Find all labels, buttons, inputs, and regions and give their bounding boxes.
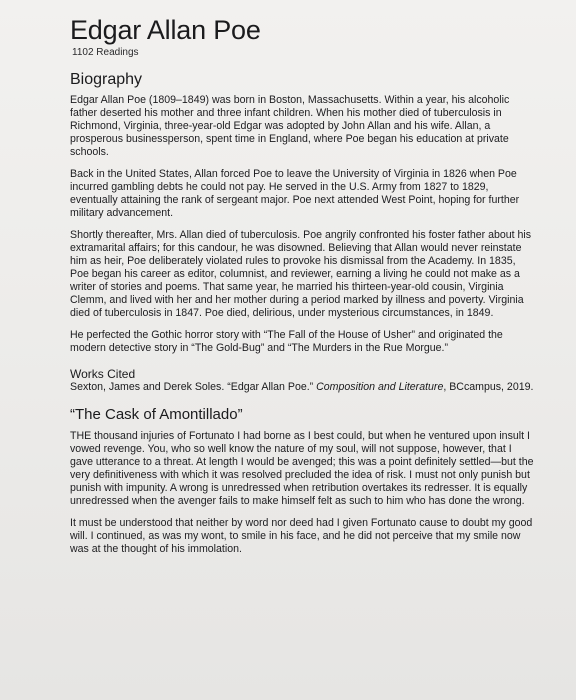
biography-paragraph-1: Edgar Allan Poe (1809–1849) was born in Boston, Massachusetts. Within a year, his alcoholic father deserted his mother and three infant children. When his mother died of tuberculosis in Richmond, Virginia, three-year-old Edgar was adopted by John Allan and his wife. Allan, a prosperous businessperson, spent time in England, where Poe began his education at private schools. <box>70 94 510 158</box>
works-cited-label: Works Cited <box>70 367 136 381</box>
biography-heading: Biography <box>70 71 143 88</box>
biography-paragraph-4: He perfected the Gothic horror story with “The Fall of the House of Usher” and originated the modern detective story in “The Gold-Bug” and “The Murders in the Rue Morgue.” <box>70 329 503 354</box>
story-paragraph-2: It must be understood that neither by word nor deed had I given Fortunato cause to doubt my good will. I continued, as was my wont, to smile in his face, and he did not perceive that my smile now was at the thought of his immolation. <box>70 517 533 555</box>
readings-count: 1102 Readings <box>72 47 139 58</box>
citation-publisher: , BCcampus, 2019. <box>443 381 534 393</box>
citation-authors: Sexton, James and Derek Soles. “Edgar Allan Poe.” <box>70 381 317 393</box>
story-paragraph-1: THE thousand injuries of Fortunato I had borne as I best could, but when he ventured upon insult I vowed revenge. You, who so well know the nature of my soul, will not suppose, however, that I gave utterance to a threat. At length I would be avenged; this was a point definitely settled—but the very definitiveness with which it was resolved precluded the idea of risk. I must not only punish but punish with impunity. A wrong is unredressed when retribution overtakes its redresser. It is equally unredressed when the avenger fails to make himself felt as such to him who has done the wrong. <box>70 430 534 507</box>
biography-paragraph-3: Shortly thereafter, Mrs. Allan died of tuberculosis. Poe angrily confronted his foster father about his extramarital affairs; for this candour, he was disowned. Believing that Allan would never reinstate him as heir, Poe deliberately violated rules to provoke his dismissal from the Academy. In 1835, Poe began his career as editor, columnist, and reviewer, earning a living he could not make as a writer of stories and poems. That same year, he married his thirteen-year-old cousin, Virginia Clemm, and lived with her and her mother during a period marked by illness and poverty. Virginia died of tuberculosis in 1847. Poe died, delirious, under mysterious circumstances, in 1849. <box>70 229 532 319</box>
page-title: Edgar Allan Poe <box>70 15 261 45</box>
citation-source: Composition and Literature <box>316 381 444 393</box>
biography-paragraph-2: Back in the United States, Allan forced Poe to leave the University of Virginia in 1826 when Poe incurred gambling debts he could not pay. He served in the U.S. Army from 1827 to 1829, eventually attaining the rank of sergeant major. Poe next attended West Point, hoping for further military advancement. <box>70 168 520 219</box>
story-heading: “The Cask of Amontillado” <box>70 406 243 423</box>
works-cited-entry <box>70 381 536 394</box>
